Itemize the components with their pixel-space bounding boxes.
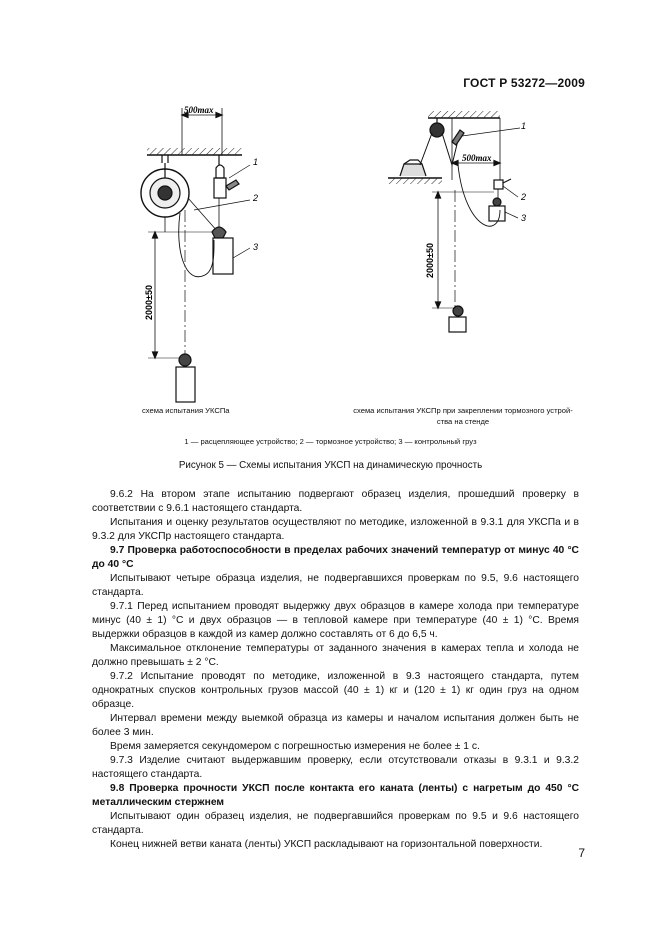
page-number: 7 (578, 846, 585, 860)
paragraph: Максимальное отклонение температуры от заданного значения в камерах тепла и холода не должно превышать ± 2 °С. (92, 643, 579, 668)
right-dim-vertical: 2000±50 (425, 243, 435, 278)
left-dim-vertical: 2000±50 (144, 285, 154, 320)
right-dim-horizontal: 500max (462, 153, 492, 163)
paragraph: Время замеряется секундомером с погрешностью измерения не более ± 1 с. (110, 741, 480, 752)
paragraph: Конец нижней ветви каната (ленты) УКСП раскладывают на горизонтальной поверхности. (110, 839, 543, 850)
paragraph: Испытывают четыре образца изделия, не подвергавшихся проверкам по 9.5, 9.6 настоящего стандарта. (92, 573, 579, 598)
right-scheme-caption (328, 405, 598, 427)
left-callout-2: 2 (253, 193, 259, 203)
paragraph: Интервал времени между выемкой образца из камеры и началом испытания должен быть не более 3 мин. (92, 713, 579, 738)
figure-title: Рисунок 5 — Схемы испытания УКСП на динамическую прочность (178, 460, 483, 471)
left-dim-horizontal: 500max (184, 105, 214, 115)
paragraph: Испытания и оценку результатов осуществляют по методике, изложенной в 9.3.1 для УКСПа и в 9.3.2 для УКСПр настоящего стандарта. (92, 517, 579, 542)
paragraph: 9.7.1 Перед испытанием проводят выдержку двух образцов в камере холода при температуре минус (40 ± 1) °С и двух образцов — в тепловой камере при температуре (40 ± 1) °С. Время выдержки образцов в каждой из камер должно составлять от 6 до 6,5 ч. (92, 601, 579, 640)
figure-legend: 1 — расцепляющее устройство; 2 — тормозное устройство; 3 — контрольный груз (184, 437, 477, 446)
right-caption-line1: схема испытания УКСПр при закреплении тормозного устрой- (353, 406, 573, 415)
right-scheme (388, 111, 520, 332)
standard-designation: ГОСТ Р 53272—2009 (463, 76, 585, 90)
paragraph: 9.7.2 Испытание проводят по методике, изложенной в 9.3 настоящего стандарта, путем однократных спусков контрольных грузов массой (40 ± 1) кг и (120 ± 1) кг один груз на одном образце. (92, 671, 579, 710)
right-callout-2: 2 (521, 192, 527, 202)
paragraph: 9.7.3 Изделие считают выдержавшим проверку, если отсутствовали отказы в 9.3.1 и 9.3.2 настоящего стандарта. (92, 755, 579, 780)
left-callout-1: 1 (253, 157, 259, 167)
figure-5-schemes (0, 0, 661, 440)
left-scheme (141, 108, 250, 402)
right-callout-3: 3 (521, 213, 527, 223)
body-text (92, 488, 579, 852)
right-caption-line2: ства на стенде (436, 417, 490, 426)
left-callout-3: 3 (253, 242, 259, 252)
paragraph: Испытывают один образец изделия, не подвергавшийся проверкам по 9.5 и 9.6 настоящего стандарта. (92, 811, 579, 836)
section-heading: 9.8 Проверка прочности УКСП после контакта его каната (ленты) с нагретым до 450 °С металлическим стержнем (92, 783, 579, 808)
section-heading: 9.7 Проверка работоспособности в пределах рабочих значений температур от минус 40 °С до 40 °С (92, 545, 579, 570)
left-scheme-caption: схема испытания УКСПа (142, 406, 230, 415)
paragraph: 9.6.2 На втором этапе испытанию подвергают образец изделия, прошедший проверку в соответствии с 9.6.1 настоящего стандарта. (92, 489, 579, 514)
right-callout-1: 1 (521, 121, 527, 131)
